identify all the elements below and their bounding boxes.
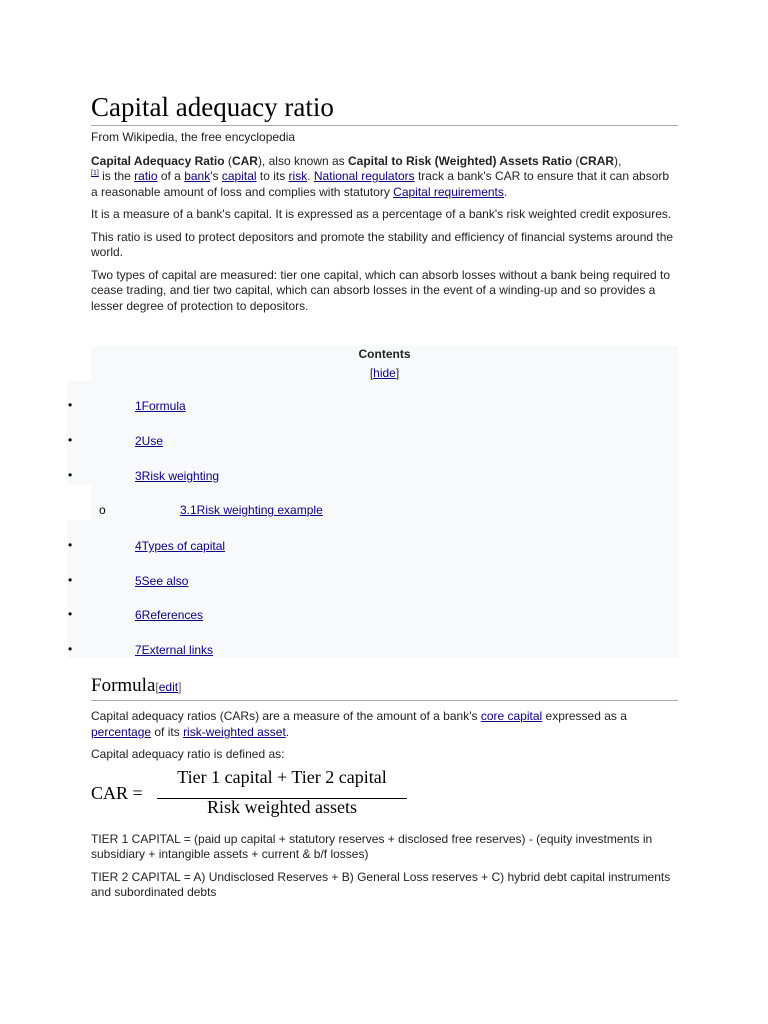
paragraph-tier2: TIER 2 CAPITAL = A) Undisclosed Reserves + B) General Loss reserves + C) hybrid debt capital instruments and subordinated debts: [91, 869, 671, 899]
formula-numerator: Tier 1 capital + Tier 2 capital: [177, 766, 387, 787]
text: track a bank's CAR to ensure that it can absorb a reasonable amount of loss and complies with statutory: [91, 169, 670, 199]
text: to its: [256, 169, 289, 183]
formula-lhs: CAR =: [91, 782, 143, 803]
section-heading-formula: [91, 675, 678, 701]
intro-paragraph: [91, 154, 678, 201]
edit-link[interactable]: edit: [158, 680, 179, 694]
toc-item-external-links[interactable]: 7External links: [135, 643, 214, 657]
page-title: Capital adequacy ratio: [91, 90, 678, 126]
paragraph-measure: It is a measure of a bank's capital. It is expressed as a percentage of a bank's risk weighted credit exposures.: [91, 207, 672, 221]
term-crar-full: Capital to Risk (Weighted) Assets Ratio: [347, 153, 573, 168]
paragraph-tier1: TIER 1 CAPITAL = (paid up capital + statutory reserves + disclosed free reserves) - (equity investments in subsidiary + intangible assets + current & b/f losses): [91, 831, 653, 861]
article-body: [91, 90, 678, 321]
link-ratio[interactable]: ratio: [134, 169, 158, 183]
text: .: [307, 169, 314, 183]
link-risk-weighted-asset[interactable]: risk-weighted asset: [183, 724, 286, 739]
link-bank[interactable]: bank: [184, 169, 211, 183]
toc-item-references[interactable]: 6References: [135, 608, 204, 622]
bracket: ]: [395, 366, 400, 380]
text: .: [285, 724, 290, 739]
text: of a: [157, 169, 185, 183]
bracket: [: [369, 366, 374, 380]
bracket: [: [155, 680, 159, 694]
link-percentage[interactable]: percentage: [91, 724, 152, 739]
text: (: [572, 153, 580, 168]
link-national-regulators[interactable]: National regulators: [313, 169, 415, 183]
text: is the: [98, 169, 135, 183]
text: Capital adequacy ratios (CARs) are a measure of the amount of a bank's: [91, 709, 481, 723]
toc-item-risk-weighting-example[interactable]: 3.1Risk weighting example: [180, 503, 323, 517]
text: .: [503, 184, 508, 199]
text: 's: [210, 169, 222, 183]
car-formula: [91, 766, 678, 828]
toc-toggle: [91, 366, 678, 382]
reference-link-1[interactable]: [1]: [91, 170, 99, 177]
link-capital-requirements[interactable]: Capital requirements: [393, 184, 504, 199]
term-car-full: Capital Adequacy Ratio: [91, 153, 225, 168]
bullet-icon: •: [68, 433, 73, 447]
text: ), also known as: [257, 153, 348, 168]
edit-section: [155, 680, 181, 694]
text: of its: [151, 724, 184, 739]
text: (: [224, 153, 232, 168]
text: expressed as a: [542, 709, 627, 723]
bullet-icon: •: [68, 573, 73, 587]
tagline: From Wikipedia, the free encyclopedia: [91, 130, 296, 144]
section-heading-text: Formula: [91, 675, 156, 696]
toc-item-risk-weighting[interactable]: 3Risk weighting: [135, 469, 220, 483]
text: ),: [614, 153, 622, 168]
toc-item-use[interactable]: 2Use: [135, 434, 164, 448]
circle-bullet-icon: o: [99, 503, 106, 517]
toc-item-types-of-capital[interactable]: 4Types of capital: [135, 539, 226, 553]
link-risk[interactable]: risk: [288, 169, 308, 183]
toc-item-see-also[interactable]: 5See also: [135, 574, 189, 588]
term-crar: CRAR: [579, 153, 615, 168]
term-car: CAR: [231, 153, 258, 168]
link-core-capital[interactable]: core capital: [480, 709, 543, 723]
formula-denominator: Risk weighted assets: [207, 796, 357, 817]
bracket: ]: [178, 680, 182, 694]
formula-section: [91, 675, 678, 908]
bullet-icon: •: [68, 538, 73, 552]
paragraph-types: Two types of capital are measured: tier one capital, which can absorb losses without a bank being required to cease trading, and tier two capital, which can absorb losses in the event of a winding-up and so provides a lesser degree of protection to depositors.: [91, 267, 670, 313]
bullet-icon: •: [68, 468, 73, 482]
bullet-icon: •: [68, 642, 73, 656]
paragraph-car-definition: [91, 709, 678, 740]
paragraph-defined-as: Capital adequacy ratio is defined as:: [91, 747, 285, 761]
paragraph-purpose: This ratio is used to protect depositors and promote the stability and efficiency of financial systems around the world.: [91, 229, 674, 259]
toc-hide-link[interactable]: hide: [373, 366, 396, 380]
bullet-icon: •: [68, 398, 73, 412]
toc-item-formula[interactable]: 1Formula: [135, 399, 186, 413]
toc-title: Contents: [358, 347, 411, 361]
bullet-icon: •: [68, 607, 73, 621]
link-capital[interactable]: capital: [221, 169, 257, 183]
